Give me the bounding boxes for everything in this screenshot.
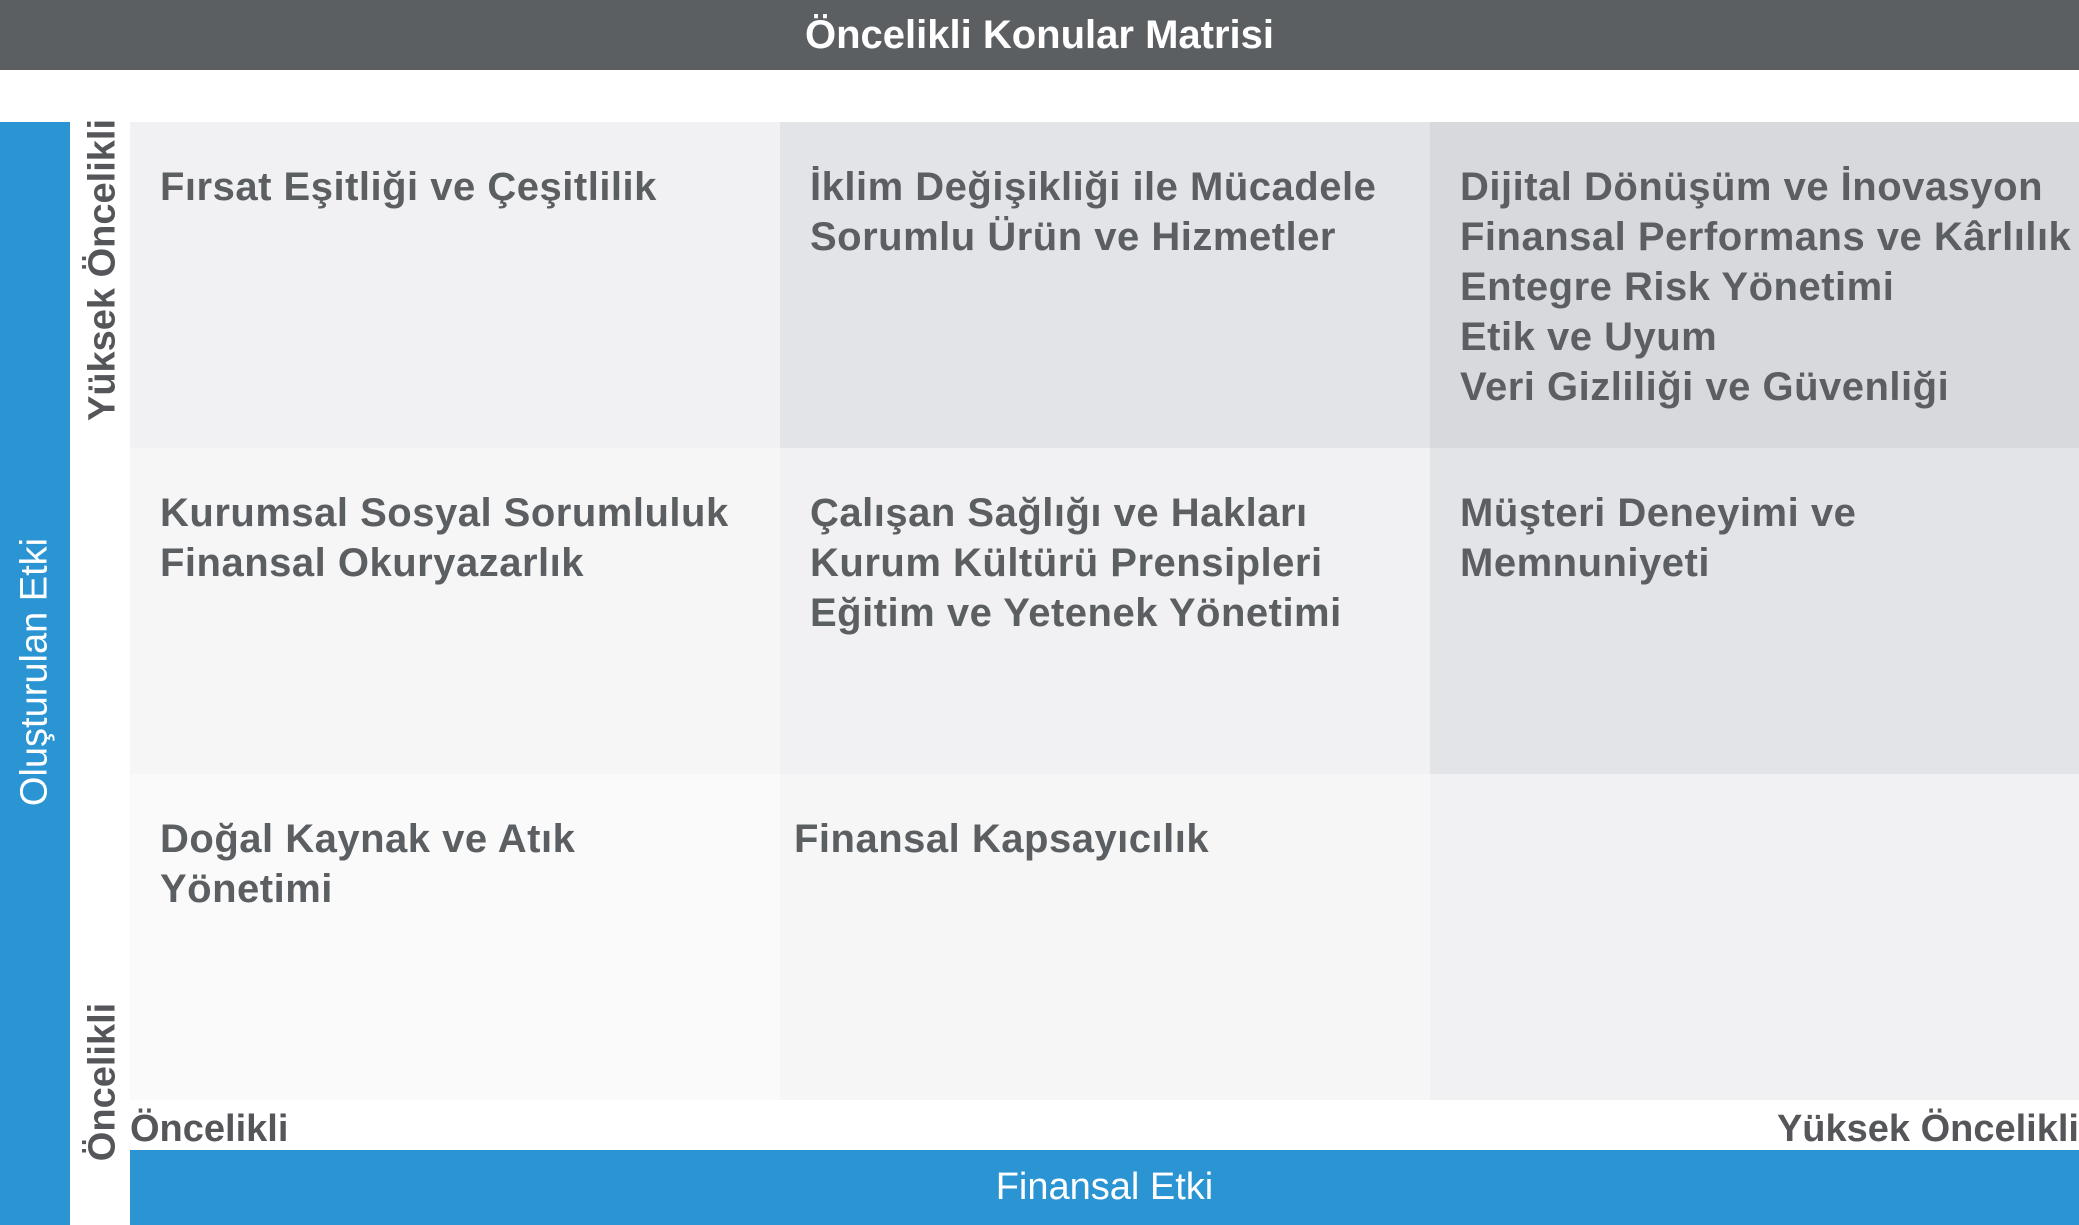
- topic-item: Sorumlu Ürün ve Hizmetler: [810, 215, 1336, 259]
- cell-bot-left: [130, 774, 780, 1100]
- topic-item: Eğitim ve Yetenek Yönetimi: [810, 591, 1342, 635]
- y-axis-low-label: Öncelikli: [81, 1002, 124, 1162]
- topic-item: İklim Değişikliği ile Mücadele: [810, 165, 1377, 209]
- matrix-title: Öncelikli Konular Matrisi: [0, 0, 2079, 70]
- cell-bot-mid: [780, 774, 1430, 1100]
- topic-item: Memnuniyeti: [1460, 541, 1710, 585]
- topic-item: Dijital Dönüşüm ve İnovasyon: [1460, 165, 2044, 209]
- topic-item: Fırsat Eşitliği ve Çeşitlilik: [160, 165, 657, 209]
- cell-mid-mid: [780, 448, 1430, 774]
- cell-bot-right: [1430, 774, 2079, 1100]
- topic-item: Kurum Kültürü Prensipleri: [810, 541, 1323, 585]
- topic-item: Finansal Performans ve Kârlılık: [1460, 215, 2072, 259]
- topic-item: Etik ve Uyum: [1460, 315, 1718, 359]
- topic-item: Müşteri Deneyimi ve: [1460, 491, 1857, 535]
- y-axis-title: Oluşturulan Etki: [13, 537, 56, 807]
- cell-mid-right: [1430, 448, 2079, 774]
- topic-item: Finansal Kapsayıcılık: [794, 817, 1210, 861]
- topic-item: Yönetimi: [160, 867, 333, 911]
- topic-item: Kurumsal Sosyal Sorumluluk: [160, 491, 729, 535]
- topic-item: Finansal Okuryazarlık: [160, 541, 585, 585]
- y-axis-high-label: Yüksek Öncelikli: [81, 118, 124, 422]
- cell-top-left: [130, 122, 780, 448]
- topic-item: Entegre Risk Yönetimi: [1460, 265, 1895, 309]
- topic-item: Doğal Kaynak ve Atık: [160, 817, 576, 861]
- cell-mid-left: [130, 448, 780, 774]
- x-axis-low-label: Öncelikli: [130, 1108, 289, 1150]
- cell-top-right: [1430, 122, 2079, 448]
- cell-top-mid: [780, 122, 1430, 448]
- topic-item: Çalışan Sağlığı ve Hakları: [810, 491, 1308, 535]
- x-axis-high-label: Yüksek Öncelikli: [1776, 1108, 2079, 1150]
- x-axis-title: Finansal Etki: [130, 1150, 2079, 1225]
- topic-item: Veri Gizliliği ve Güvenliği: [1460, 365, 1950, 409]
